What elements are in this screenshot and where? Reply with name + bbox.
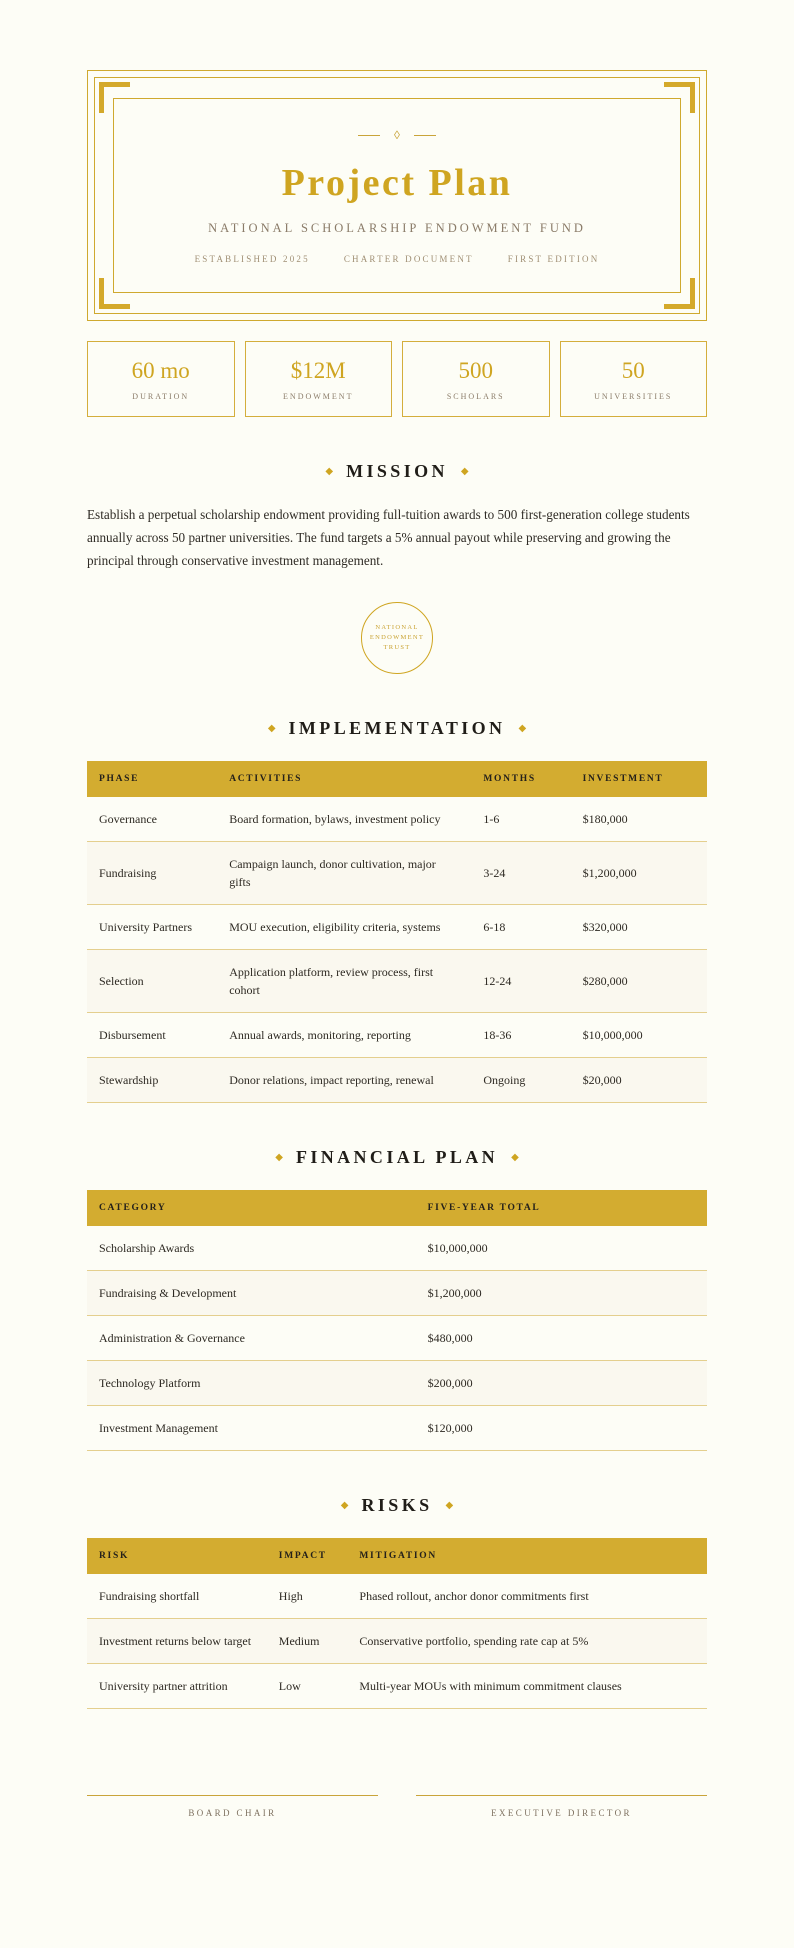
cell-investment: $1,200,000	[571, 842, 707, 905]
table-header-row	[87, 1190, 707, 1226]
mission-body-text: Establish a perpetual scholarship endowment providing full-tuition awards to 500 first-generation college students annually across 50 partner universities. The fund targets a 5% annual payout while preserving and growing the principal through conservative investment management.	[87, 507, 690, 568]
cell-investment: $280,000	[571, 950, 707, 1013]
stat-value: $12M	[290, 357, 346, 383]
cell-risk: Investment returns below target	[87, 1619, 267, 1664]
page-content	[87, 70, 707, 1818]
document-meta	[134, 254, 660, 264]
cell-months: 18-36	[471, 1013, 570, 1058]
stat-card-universities	[560, 341, 708, 417]
cell-phase: Selection	[87, 950, 217, 1013]
signature-label: EXECUTIVE DIRECTOR	[491, 1808, 632, 1819]
table-row	[87, 1664, 707, 1709]
stat-card-duration	[87, 341, 235, 417]
section-title: FINANCIAL PLAN	[295, 1147, 499, 1168]
cell-activities: Campaign launch, donor cultivation, major gifts	[217, 842, 471, 905]
table-row	[87, 950, 707, 1013]
cell-activities: MOU execution, eligibility criteria, systems	[217, 905, 471, 950]
diamond-icon: ◆	[445, 1499, 454, 1511]
column-header-mitigation: MITIGATION	[347, 1538, 707, 1574]
diamond-icon: ◆	[511, 1151, 519, 1163]
cell-investment: $20,000	[571, 1058, 707, 1103]
table-header-row	[87, 1538, 707, 1574]
stat-label: SCHOLARS	[446, 392, 505, 402]
seal-container	[87, 602, 707, 674]
cell-risk: Fundraising shortfall	[87, 1574, 267, 1619]
financial-plan-table	[87, 1190, 707, 1451]
cell-risk: University partner attrition	[87, 1664, 267, 1709]
section-heading-mission	[87, 461, 707, 482]
meta-item-edition: FIRST EDITION	[507, 253, 600, 264]
cell-impact: Medium	[267, 1619, 348, 1664]
cell-investment: $10,000,000	[571, 1013, 707, 1058]
table-row	[87, 797, 707, 842]
stat-label: UNIVERSITIES	[594, 392, 673, 402]
risks-table	[87, 1538, 707, 1709]
implementation-table	[87, 761, 707, 1103]
column-header-investment: INVESTMENT	[571, 761, 707, 797]
section-heading-implementation	[87, 718, 707, 739]
cell-total: $480,000	[416, 1316, 707, 1361]
signature-block	[87, 1795, 707, 1818]
cell-phase: Fundraising	[87, 842, 217, 905]
section-heading-financial-plan	[87, 1147, 707, 1168]
page-title: Project Plan	[281, 162, 513, 204]
table-row	[87, 1271, 707, 1316]
table-row	[87, 1058, 707, 1103]
stat-card-endowment	[245, 341, 393, 417]
column-header-activities: ACTIVITIES	[217, 761, 471, 797]
table-row	[87, 1361, 707, 1406]
cell-category: Fundraising & Development	[87, 1271, 416, 1316]
signature-label: BOARD CHAIR	[188, 1808, 277, 1819]
cell-phase: University Partners	[87, 905, 217, 950]
stat-label: ENDOWMENT	[283, 392, 354, 402]
cell-months: 6-18	[471, 905, 570, 950]
cell-impact: Low	[267, 1664, 348, 1709]
table-row	[87, 842, 707, 905]
cell-mitigation: Multi-year MOUs with minimum commitment clauses	[347, 1664, 707, 1709]
stat-card-scholars	[402, 341, 550, 417]
seal-line-2: ENDOWMENT	[369, 634, 425, 642]
diamond-icon: ◆	[325, 465, 334, 477]
title-frame-inner	[94, 77, 700, 314]
cell-category: Administration & Governance	[87, 1316, 416, 1361]
diamond-icon: ◊	[394, 128, 400, 142]
cell-activities: Annual awards, monitoring, reporting	[217, 1013, 471, 1058]
meta-item-established: ESTABLISHED 2025	[194, 253, 310, 264]
signature-line	[416, 1795, 707, 1796]
stat-label: DURATION	[132, 392, 190, 402]
column-header-months: MONTHS	[471, 761, 570, 797]
cell-impact: High	[267, 1574, 348, 1619]
cell-mitigation: Phased rollout, anchor donor commitments first	[347, 1574, 707, 1619]
section-title: IMPLEMENTATION	[288, 718, 506, 739]
column-header-category: CATEGORY	[87, 1190, 416, 1226]
diamond-icon: ◆	[267, 722, 276, 734]
cell-total: $10,000,000	[416, 1226, 707, 1271]
cell-investment: $180,000	[571, 797, 707, 842]
cell-activities: Board formation, bylaws, investment policy	[217, 797, 471, 842]
rule-dash-left	[358, 135, 380, 136]
cell-total: $200,000	[416, 1361, 707, 1406]
table-row	[87, 1619, 707, 1664]
cell-investment: $320,000	[571, 905, 707, 950]
diamond-icon: ◆	[518, 722, 527, 734]
stat-value: 50	[621, 357, 645, 383]
rule-dash-right	[414, 135, 436, 136]
title-frame	[87, 70, 707, 321]
stat-card-row	[87, 341, 707, 417]
signature-executive-director	[416, 1795, 707, 1818]
cell-phase: Governance	[87, 797, 217, 842]
section-title: RISKS	[361, 1495, 433, 1516]
cell-category: Technology Platform	[87, 1361, 416, 1406]
column-header-phase: PHASE	[87, 761, 217, 797]
endowment-seal-icon	[361, 602, 433, 674]
cell-mitigation: Conservative portfolio, spending rate cap at 5%	[347, 1619, 707, 1664]
column-header-impact: IMPACT	[267, 1538, 348, 1574]
cell-months: 12-24	[471, 950, 570, 1013]
document-subtitle: NATIONAL SCHOLARSHIP ENDOWMENT FUND	[208, 220, 586, 235]
table-row	[87, 1013, 707, 1058]
section-heading-risks	[87, 1495, 707, 1516]
cell-total: $120,000	[416, 1406, 707, 1451]
meta-item-charter: CHARTER DOCUMENT	[343, 253, 474, 264]
stat-value: 60 mo	[131, 357, 190, 383]
table-row	[87, 1226, 707, 1271]
title-box	[113, 98, 681, 293]
cell-months: 1-6	[471, 797, 570, 842]
cell-months: 3-24	[471, 842, 570, 905]
signature-line	[87, 1795, 378, 1796]
cell-phase: Disbursement	[87, 1013, 217, 1058]
table-row	[87, 905, 707, 950]
cell-category: Scholarship Awards	[87, 1226, 416, 1271]
seal-line-1: NATIONAL	[375, 624, 419, 632]
column-header-five-year-total: FIVE-YEAR TOTAL	[416, 1190, 707, 1226]
cell-phase: Stewardship	[87, 1058, 217, 1103]
diamond-rule-ornament	[134, 129, 660, 141]
diamond-icon: ◆	[340, 1499, 349, 1511]
diamond-icon: ◆	[460, 465, 469, 477]
diamond-icon: ◆	[275, 1151, 283, 1163]
signature-board-chair	[87, 1795, 378, 1818]
table-row	[87, 1316, 707, 1361]
cell-months: Ongoing	[471, 1058, 570, 1103]
seal-line-3: TRUST	[383, 644, 411, 652]
cell-activities: Donor relations, impact reporting, renewal	[217, 1058, 471, 1103]
section-title: MISSION	[346, 461, 448, 482]
cell-category: Investment Management	[87, 1406, 416, 1451]
table-row	[87, 1406, 707, 1451]
column-header-risk: RISK	[87, 1538, 267, 1574]
cell-total: $1,200,000	[416, 1271, 707, 1316]
stat-value: 500	[458, 357, 493, 383]
table-row	[87, 1574, 707, 1619]
cell-activities: Application platform, review process, first cohort	[217, 950, 471, 1013]
table-header-row	[87, 761, 707, 797]
